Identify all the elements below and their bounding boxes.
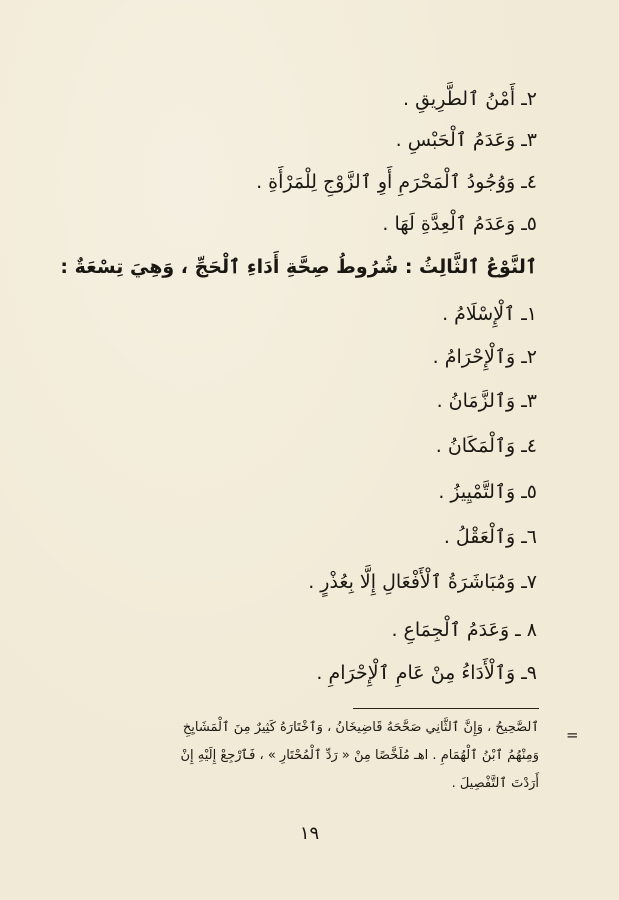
footnote-line: ٱلصَّحِيحُ ، وَإِنَّ ٱلثَّانِي صَحَّحَهُ قَاضِيخَانُ ، وَٱخْتَارَهُ كَثِيرٌ مِنَ ٱلْمَشَايِخِ (182, 720, 539, 735)
list-item: ٧ـ وَمُبَاشَرَةُ ٱلْأَفْعَالِ إِلَّا بِعُذْرٍ . (308, 571, 537, 593)
footnote-line: وَمِنْهُمُ ٱبْنُ ٱلْهُمَامِ . اهـ مُلَخَّصًا مِنْ « رَدِّ ٱلْمُحْتَارِ » ، فَٱرْجِعْ إِلَيْهِ إِنْ (180, 748, 539, 763)
footnote-divider (353, 708, 539, 709)
list-item: ٥ـ وَٱلتَّمْيِيزُ . (438, 481, 537, 503)
list-item: ٣ـ وَٱلزَّمَانُ . (436, 390, 537, 412)
list-item: ٢ـ وَٱلْإِحْرَامُ . (432, 346, 537, 368)
text-line: ٣ـ وَعَدَمُ ٱلْحَبْسِ . (395, 129, 537, 151)
list-item: ٦ـ وَٱلْعَقْلُ . (443, 526, 537, 548)
list-item: ١ـ ٱلْإِسْلَامُ . (442, 303, 537, 325)
page-number: ١٩ (299, 823, 320, 844)
list-item: ٤ـ وَٱلْمَكَانُ . (435, 435, 537, 457)
section-heading: ٱلنَّوْعُ ٱلثَّالِثُ : شُرُوطُ صِحَّةِ أَدَاءِ ٱلْحَجِّ ، وَهِيَ تِسْعَةٌ : (60, 256, 537, 278)
list-item: ٩ـ وَٱلْأَدَاءُ مِنْ عَامِ ٱلْإِحْرَامِ . (316, 662, 537, 684)
list-item: ٨ ـ وَعَدَمُ ٱلْجِمَاعِ . (391, 619, 537, 641)
footnote-line: أَرَدْتَ ٱلتَّفْصِيلَ . (451, 776, 539, 791)
text-line: ٢ـ أَمْنُ ٱلطَّرِيقِ . (403, 88, 537, 110)
text-line: ٤ـ وَوُجُودُ ٱلْمَحْرَمِ أَوِ ٱلزَّوْجِ لِلْمَرْأَةِ . (256, 171, 537, 193)
text-line: ٥ـ وَعَدَمُ ٱلْعِدَّةِ لَهَا . (382, 213, 537, 235)
footnote-continuation-mark: = (566, 726, 579, 744)
